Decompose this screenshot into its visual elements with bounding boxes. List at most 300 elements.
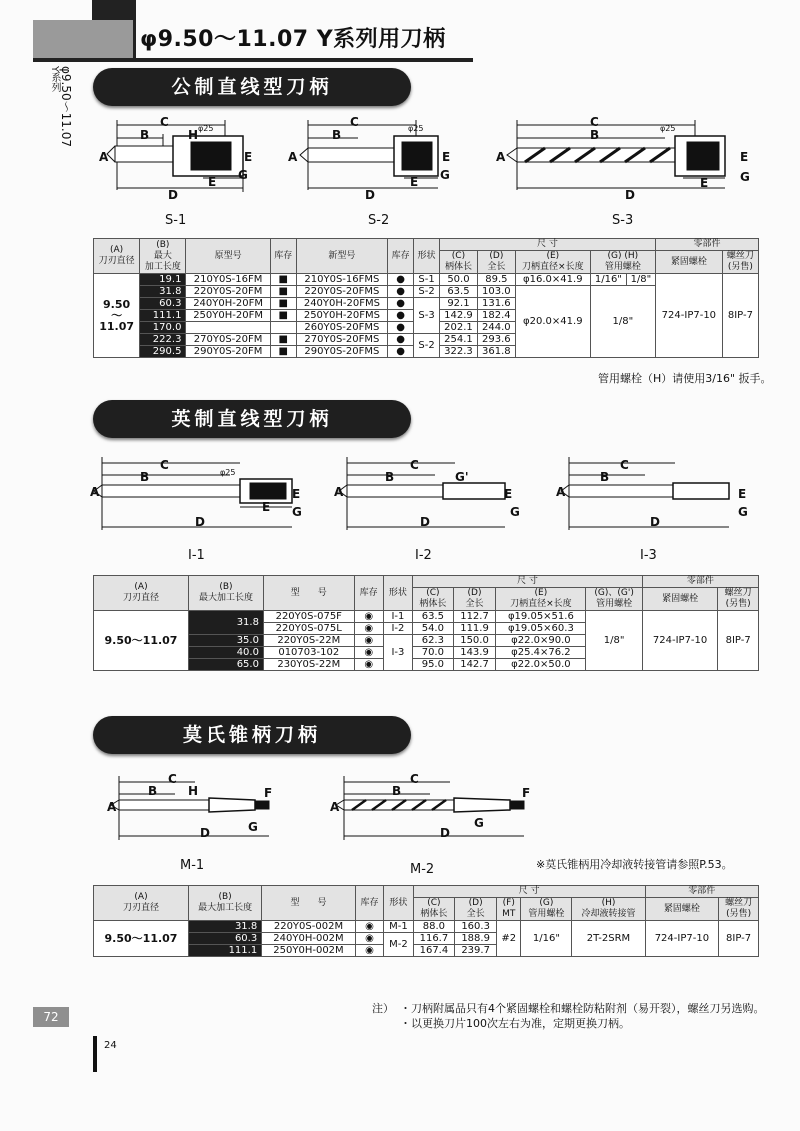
cell-d: 150.0 <box>453 635 496 647</box>
cell-shape: I-2 <box>383 623 412 635</box>
th-b-label: 最大加工长度 <box>198 903 253 913</box>
dim-b-m2: B <box>392 784 402 798</box>
cell-b: 170.0 <box>140 322 186 334</box>
dim-b-i3: B <box>600 470 610 484</box>
figure-label-m1: M-1 <box>180 858 205 873</box>
th-h-label: 冷却液转接管 <box>581 909 636 919</box>
figure-label-m2: M-2 <box>410 862 435 877</box>
cell-c: 62.3 <box>413 635 454 647</box>
dim-h: H <box>188 128 199 142</box>
th-b-label: 最大加工长度 <box>198 593 253 603</box>
dim-g-m2: G <box>474 816 484 830</box>
cell-d: 112.7 <box>453 611 496 623</box>
cell-b: 222.3 <box>140 334 186 346</box>
cell-e: φ19.05×51.6 <box>496 611 586 623</box>
dim-b-s2: B <box>332 128 342 142</box>
th-screw <box>722 251 758 274</box>
th-g-label: 管用螺栓 <box>596 599 633 609</box>
cell-new-stock: ● <box>388 310 414 322</box>
dim-e-s2: E <box>442 150 451 164</box>
page-title: φ9.50～11.07 Y系列用刀柄 <box>140 27 446 52</box>
dim-g: G <box>238 168 248 182</box>
dim-e2-s2: E <box>410 175 419 189</box>
cell-h: 2T-2SRM <box>572 921 645 957</box>
th-a <box>94 239 140 274</box>
cell-f: #2 <box>497 921 521 957</box>
cell-new: 260Y0S-20FMS <box>296 322 387 334</box>
dim-b-i1: B <box>140 470 150 484</box>
th-b <box>140 239 186 274</box>
th-e-code: (E) <box>546 251 560 261</box>
table-row <box>94 274 759 286</box>
cell-old: 290Y0S-20FM <box>186 346 270 358</box>
th-c <box>413 588 454 611</box>
side-label-series: Y系列 <box>49 66 60 93</box>
dim-e-s3: E <box>740 150 749 164</box>
dim-b-s3: B <box>590 128 600 142</box>
cell-old-stock: ■ <box>270 334 296 346</box>
cell-b: 111.1 <box>140 310 186 322</box>
dim-f-m2: F <box>522 786 531 800</box>
th-parts: 零部件 <box>642 576 758 588</box>
cell-d: 89.5 <box>477 274 515 286</box>
cell-e: φ19.05×60.3 <box>496 623 586 635</box>
th-c-code: (C) <box>427 898 441 908</box>
cell-stock: ◉ <box>354 647 383 659</box>
th-d-code: (D) <box>468 898 483 908</box>
dim-a-m1: A <box>107 800 117 814</box>
th-screw <box>718 588 759 611</box>
header-gray-tab <box>33 20 133 60</box>
page-number: 72 <box>33 1007 69 1027</box>
cell-stock: ◉ <box>354 659 383 671</box>
th-g <box>521 898 572 921</box>
dim-c-s3: C <box>590 115 599 129</box>
cell-new: 270Y0S-20FMS <box>296 334 387 346</box>
th-h <box>572 898 645 921</box>
th-old: 原型号 <box>186 239 270 274</box>
cell-screw: 8IP-7 <box>722 274 758 358</box>
dim-d-m2: D <box>440 826 450 840</box>
cell-new: 240Y0H-20FMS <box>296 298 387 310</box>
dim-a-i1: A <box>90 485 100 499</box>
cell-stock: ◉ <box>355 945 384 957</box>
th-g-code: (G) <box>607 251 622 261</box>
th-screw <box>719 898 759 921</box>
th-size: 尺 寸 <box>413 576 643 588</box>
dim-h-m1: H <box>188 784 199 798</box>
dim-g-prime-i2: G' <box>455 470 469 484</box>
notes-line2: ・以更换刀片100次左右为准，定期更换刀柄。 <box>400 1017 630 1030</box>
cell-d: 188.9 <box>455 933 497 945</box>
cell-e-merged: φ20.0×41.9 <box>515 286 590 358</box>
th-screw-note: (另售) <box>727 262 753 272</box>
cell-screw: 8IP-7 <box>718 611 759 671</box>
th-b-code: (B) <box>219 582 233 592</box>
cell-d: 142.7 <box>453 659 496 671</box>
th-stock: 库存 <box>270 239 296 274</box>
th-c-code: (C) <box>451 251 466 261</box>
cell-b: 60.3 <box>140 298 186 310</box>
cell-b: 35.0 <box>189 635 264 647</box>
notes-label: 注） <box>372 1002 394 1015</box>
cell-d: 244.0 <box>477 322 515 334</box>
th-d-label: 全长 <box>465 599 484 609</box>
th-c-label: 柄体长 <box>420 909 448 919</box>
cell-d: 239.7 <box>455 945 497 957</box>
th-b <box>189 886 262 921</box>
cell-d: 182.4 <box>477 310 515 322</box>
cell-shape-s2b: S-2 <box>414 334 440 358</box>
th-b-label2: 加工长度 <box>144 261 181 272</box>
table-inch <box>93 575 759 671</box>
dim-g-s3: G <box>740 170 750 184</box>
dim-phi25-i1: φ25 <box>220 468 236 477</box>
th-d-label: 全长 <box>487 262 506 272</box>
cell-e: φ22.0×90.0 <box>496 635 586 647</box>
cell-screw: 8IP-7 <box>719 921 759 957</box>
cell-clamp: 724-IP7-10 <box>642 611 717 671</box>
th-d-code: (D) <box>467 588 482 598</box>
cell-gh-merged: 1/8" <box>590 286 655 358</box>
th-parts: 零部件 <box>655 239 758 251</box>
header-rule <box>33 58 473 62</box>
th-size: 尺 寸 <box>413 886 645 898</box>
cell-stock: ◉ <box>354 623 383 635</box>
section3-banner: 莫氏锥柄刀柄 <box>93 716 411 754</box>
cell-clamp: 724-IP7-10 <box>645 921 719 957</box>
notes-line1: ・刀柄附属品只有4个紧固螺栓和螺栓防粘附剂（易开裂），螺丝刀另选购。 <box>400 1002 765 1015</box>
cell-b: 40.0 <box>189 647 264 659</box>
th-stock: 库存 <box>355 886 384 921</box>
cell-stock: ◉ <box>355 933 384 945</box>
th-b-code: (B) <box>156 239 170 250</box>
cell-b: 111.1 <box>189 945 262 957</box>
th-c <box>413 898 455 921</box>
cell-model: 220Y0S-22M <box>263 635 354 647</box>
th-e-label: 刀柄直径×长度 <box>510 599 572 609</box>
cell-h: 1/8" <box>626 274 655 286</box>
cell-dia: 9.50～11.07 <box>94 611 189 671</box>
cell-c: 167.4 <box>413 945 455 957</box>
figure-label-i2: I-2 <box>415 548 432 563</box>
cell-g: 1/16" <box>521 921 572 957</box>
dim-f-m1: F <box>264 786 273 800</box>
dim-e-i3: E <box>738 487 747 501</box>
dim-c-s2: C <box>350 115 359 129</box>
dim-d-s2: D <box>365 188 375 202</box>
th-b-code: (B) <box>218 892 232 902</box>
th-stock: 库存 <box>354 576 383 611</box>
cell-shape-m2: M-2 <box>384 933 413 957</box>
cell-c: 95.0 <box>413 659 454 671</box>
cell-b: 290.5 <box>140 346 186 358</box>
dim-c-i3: C <box>620 458 629 472</box>
cell-shape: S-2 <box>414 286 440 298</box>
th-shape: 形状 <box>384 886 413 921</box>
figure-label-i3: I-3 <box>640 548 657 563</box>
th-size: 尺 寸 <box>440 239 656 251</box>
dim-a-i2: A <box>334 485 344 499</box>
cell-old-stock: ■ <box>270 310 296 322</box>
side-label-range: φ9.50～11.07 <box>59 66 73 147</box>
th-b <box>189 576 264 611</box>
th-screw-label: 螺丝刀 <box>724 588 752 598</box>
cell-old-stock: ■ <box>270 286 296 298</box>
th-d <box>453 588 496 611</box>
th-screw-note: (另售) <box>725 599 751 609</box>
cell-model: 250Y0H-002M <box>262 945 356 957</box>
th-clamp: 紧固螺栓 <box>655 251 722 274</box>
footer-bar <box>93 1036 97 1072</box>
cell-clamp: 724-IP7-10 <box>655 274 722 358</box>
dim-d-m1: D <box>200 826 210 840</box>
side-label <box>48 66 72 147</box>
th-a <box>94 886 189 921</box>
th-g-label: 管用螺栓 <box>528 909 565 919</box>
cell-c: 63.5 <box>440 286 478 298</box>
th-a-label: 刀刃直径 <box>122 903 159 913</box>
th-d <box>477 251 515 274</box>
sub-page-number: 24 <box>104 1040 117 1051</box>
cell-old-stock: ■ <box>270 274 296 286</box>
cell-old-stock: ■ <box>270 346 296 358</box>
cell-d: 131.6 <box>477 298 515 310</box>
figure-m1-drawing <box>105 770 295 855</box>
cell-c: 50.0 <box>440 274 478 286</box>
cell-model: 240Y0H-002M <box>262 933 356 945</box>
cell-c: 92.1 <box>440 298 478 310</box>
dim-c-i2: C <box>410 458 419 472</box>
figure-label-s2: S-2 <box>368 213 390 228</box>
dim-phi25: φ25 <box>198 124 214 133</box>
cell-d: 103.0 <box>477 286 515 298</box>
cell-old-stock: ■ <box>270 298 296 310</box>
cell-d: 361.8 <box>477 346 515 358</box>
th-c <box>440 251 478 274</box>
table-morse <box>93 885 759 957</box>
dim-a-s2: A <box>288 150 298 164</box>
th-c-code: (C) <box>426 588 440 598</box>
dim-c-m2: C <box>410 772 419 786</box>
dim-g-s2: G <box>440 168 450 182</box>
th-a-label: 刀刃直径 <box>98 256 135 266</box>
dim-e: E <box>244 150 253 164</box>
dim-d-i2: D <box>420 515 430 529</box>
cell-d: 111.9 <box>453 623 496 635</box>
cell-dia: 9.50～11.07 <box>94 921 189 957</box>
th-new: 新型号 <box>296 239 387 274</box>
cell-d: 143.9 <box>453 647 496 659</box>
cell-new-stock: ● <box>388 322 414 334</box>
dim-g-i3: G <box>738 505 748 519</box>
th-e-label: 刀柄直径×长度 <box>522 262 584 272</box>
cell-model: 010703-102 <box>263 647 354 659</box>
cell-c: 142.9 <box>440 310 478 322</box>
cell-new-stock: ● <box>388 298 414 310</box>
dim-e2-i1: E <box>262 500 271 514</box>
dim-d-s3: D <box>625 188 635 202</box>
cell-c: 70.0 <box>413 647 454 659</box>
cell-old: 220Y0S-20FM <box>186 286 270 298</box>
cell-old: 270Y0S-20FM <box>186 334 270 346</box>
cell-c: 63.5 <box>413 611 454 623</box>
th-clamp: 紧固螺栓 <box>642 588 717 611</box>
cell-new: 220Y0S-20FMS <box>296 286 387 298</box>
cell-model: 220Y0S-075F <box>263 611 354 623</box>
th-screw-note: (另售) <box>726 909 752 919</box>
figure-label-s1: S-1 <box>165 213 187 228</box>
th-b-label: 最大 <box>153 250 172 261</box>
section2-banner: 英制直线型刀柄 <box>93 400 411 438</box>
dim-g-i2: G <box>510 505 520 519</box>
th-d <box>455 898 497 921</box>
th-h-code: (H) <box>624 251 639 261</box>
th-f-code: (F) <box>502 898 515 908</box>
figure-label-s3: S-3 <box>612 213 634 228</box>
th-d-label: 全长 <box>466 909 485 919</box>
dim-b-i2: B <box>385 470 395 484</box>
footnote-wrench: 管用螺栓（H）请使用3/16" 扳手。 <box>598 372 772 385</box>
cell-old-stock <box>270 322 296 334</box>
th-screw-label: 螺丝刀 <box>726 251 754 261</box>
cell-old <box>186 322 270 334</box>
cell-shape: M-1 <box>384 921 413 933</box>
cell-g-merged: 1/8" <box>586 611 642 671</box>
cell-b: 31.8 <box>189 921 262 933</box>
cell-model: 220Y0S-075L <box>263 623 354 635</box>
th-clamp: 紧固螺栓 <box>645 898 719 921</box>
th-c-label: 柄体长 <box>419 599 447 609</box>
cell-shape-i3: I-3 <box>383 635 412 671</box>
dim-d-i3: D <box>650 515 660 529</box>
cell-d: 160.3 <box>455 921 497 933</box>
cell-old: 250Y0H-20FM <box>186 310 270 322</box>
th-e <box>515 251 590 274</box>
dim-a-i3: A <box>556 485 566 499</box>
cell-new-stock: ● <box>388 346 414 358</box>
cell-c: 54.0 <box>413 623 454 635</box>
cell-c: 254.1 <box>440 334 478 346</box>
th-parts: 零部件 <box>645 886 758 898</box>
dim-g-i1: G <box>292 505 302 519</box>
dim-e2: E <box>208 175 217 189</box>
cell-new-stock: ● <box>388 274 414 286</box>
cell-new: 290Y0S-20FMS <box>296 346 387 358</box>
th-g-code: (G) <box>539 898 554 908</box>
dim-a: A <box>99 150 109 164</box>
cell-b: 31.8 <box>189 611 264 635</box>
cell-model: 220Y0S-002M <box>262 921 356 933</box>
figure-m2-drawing <box>330 770 550 855</box>
cell-shape-s3: S-3 <box>414 298 440 334</box>
figure-i1-drawing <box>90 445 320 540</box>
figure-label-i1: I-1 <box>188 548 205 563</box>
cell-old: 210Y0S-16FM <box>186 274 270 286</box>
cell-d: 293.6 <box>477 334 515 346</box>
th-a-code: (A) <box>134 892 148 902</box>
dim-d: D <box>168 188 178 202</box>
cell-e: φ22.0×50.0 <box>496 659 586 671</box>
dim-e-i1: E <box>292 487 301 501</box>
cell-stock: ◉ <box>354 635 383 647</box>
dim-b: B <box>140 128 150 142</box>
cell-dia-sep: ～ <box>111 309 123 322</box>
cell-c: 322.3 <box>440 346 478 358</box>
th-model: 型 号 <box>263 576 354 611</box>
cell-dia-from: 9.50 <box>103 298 131 311</box>
th-g-code: (G)、(G') <box>594 588 634 598</box>
th-gh-label: 管用螺栓 <box>604 262 641 272</box>
th-f-label: MT <box>502 909 516 919</box>
cell-old: 240Y0H-20FM <box>186 298 270 310</box>
dim-c-m1: C <box>168 772 177 786</box>
th-model: 型 号 <box>262 886 356 921</box>
cell-new-stock: ● <box>388 334 414 346</box>
th-gh <box>590 251 655 274</box>
cell-dia <box>94 274 140 358</box>
dim-e-i2: E <box>504 487 513 501</box>
cell-shape: I-1 <box>383 611 412 623</box>
th-a <box>94 576 189 611</box>
th-stock2: 库存 <box>388 239 414 274</box>
th-h-code: (H) <box>601 898 616 908</box>
cell-b: 19.1 <box>140 274 186 286</box>
th-a-code: (A) <box>110 245 124 255</box>
cell-shape: S-1 <box>414 274 440 286</box>
th-c-label: 柄体长 <box>444 262 472 272</box>
th-d-code: (D) <box>489 251 504 261</box>
cell-stock: ◉ <box>354 611 383 623</box>
dim-c: C <box>160 115 169 129</box>
table-row <box>94 921 759 933</box>
cell-stock: ◉ <box>355 921 384 933</box>
morse-coolant-note: ※莫氏锥柄用冷却液转接管请参照P.53。 <box>536 858 733 871</box>
dim-phi25-s2: φ25 <box>408 124 424 133</box>
dim-a-s3: A <box>496 150 506 164</box>
dim-c-i1: C <box>160 458 169 472</box>
cell-c: 202.1 <box>440 322 478 334</box>
cell-c: 116.7 <box>413 933 455 945</box>
cell-model: 230Y0S-22M <box>263 659 354 671</box>
cell-dia-to: 11.07 <box>99 320 134 333</box>
dim-a-m2: A <box>330 800 340 814</box>
dim-phi25-s3: φ25 <box>660 124 676 133</box>
dim-b-m1: B <box>148 784 158 798</box>
th-screw-label: 螺丝刀 <box>725 898 753 908</box>
th-e-code: (E) <box>534 588 548 598</box>
th-shape: 形状 <box>414 239 440 274</box>
cell-e: φ16.0×41.9 <box>515 274 590 286</box>
cell-e: φ25.4×76.2 <box>496 647 586 659</box>
cell-b: 31.8 <box>140 286 186 298</box>
cell-b: 65.0 <box>189 659 264 671</box>
th-shape: 形状 <box>383 576 412 611</box>
cell-b: 60.3 <box>189 933 262 945</box>
dim-e2-s3: E <box>700 176 709 190</box>
th-a-label: 刀刃直径 <box>122 593 159 603</box>
cell-new: 250Y0H-20FMS <box>296 310 387 322</box>
th-e <box>496 588 586 611</box>
cell-new-stock: ● <box>388 286 414 298</box>
cell-new: 210Y0S-16FMS <box>296 274 387 286</box>
table-row <box>94 611 759 623</box>
cell-g: 1/16" <box>590 274 626 286</box>
dim-d-i1: D <box>195 515 205 529</box>
table-metric <box>93 238 759 358</box>
cell-c: 88.0 <box>413 921 455 933</box>
th-a-code: (A) <box>134 582 148 592</box>
